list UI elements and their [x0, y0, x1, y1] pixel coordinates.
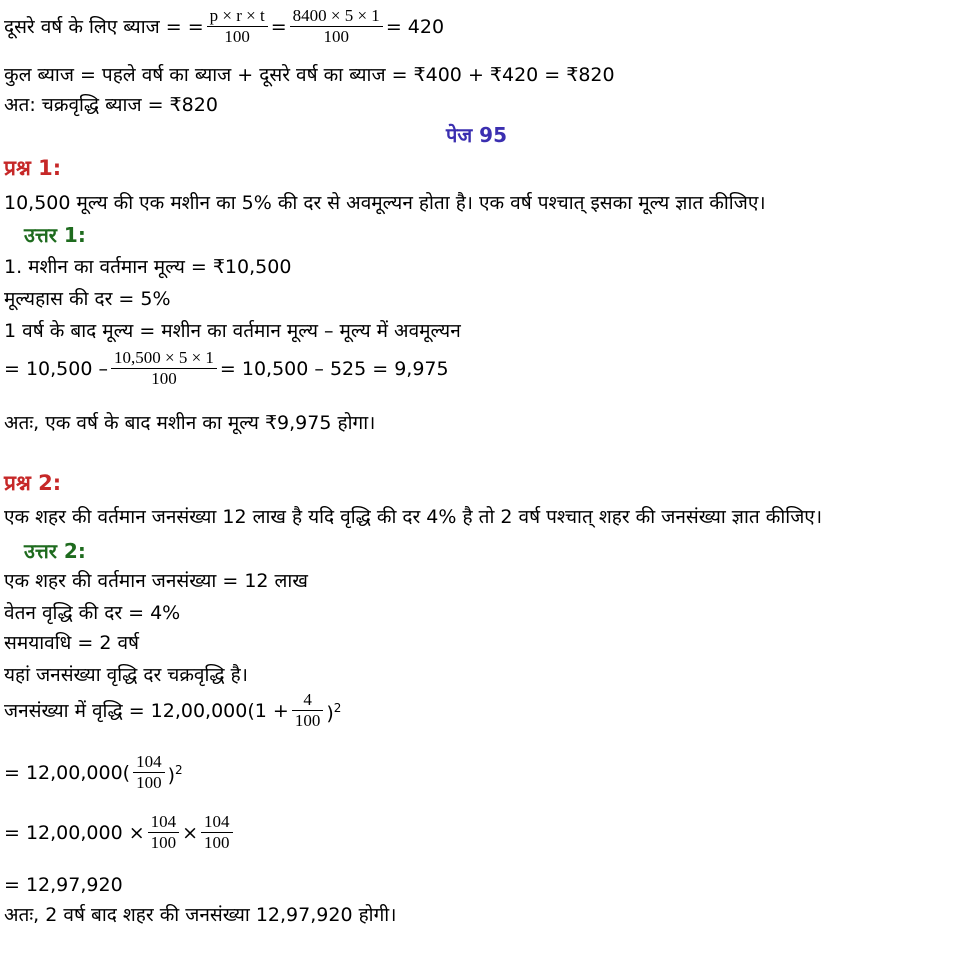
fraction-numerator: 104 [133, 752, 165, 773]
fraction-growth-first [148, 812, 180, 853]
fraction-growth-second [201, 812, 233, 853]
fraction-numerator: 4 [292, 690, 324, 711]
answer-2-conclusion: अतः, 2 वर्ष बाद शहर की जनसंख्या 12,97,920 होगी। [4, 904, 397, 926]
answer-2-heading: उत्तर 2: [24, 539, 86, 563]
answer-1-line: 1. मशीन का वर्तमान मूल्य = ₹10,500 [4, 256, 292, 278]
answer-1-calculation [4, 348, 449, 389]
fraction-numerator: 104 [201, 812, 233, 833]
intro-compound-interest: अत: चक्रवृद्धि ब्याज = ₹820 [4, 94, 218, 116]
answer-2-result: = 12,97,920 [4, 874, 123, 896]
fraction-denominator: 100 [151, 369, 177, 388]
fraction-rate [292, 690, 324, 731]
exponent: 2 [175, 762, 183, 777]
fraction-numerator: 10,500 × 5 × 1 [111, 348, 217, 369]
exponent: 2 [333, 700, 342, 715]
question-1-heading: प्रश्न 1: [4, 156, 62, 180]
equals-sign: = [270, 15, 287, 38]
formula-prefix: जनसंख्या में वृद्धि = 12,00,000(1 + [4, 699, 289, 722]
step-prefix: = 12,00,000( [4, 761, 131, 784]
page-heading: पेज 95 [446, 123, 507, 147]
fraction-depreciation [111, 348, 217, 389]
intro-total-interest: कुल ब्याज = पहले वर्ष का ब्याज + दूसरे वर्ष का ब्याज = ₹400 + ₹420 = ₹820 [4, 64, 615, 86]
fraction-numerator: 104 [148, 812, 180, 833]
fraction-numerator: 8400 × 5 × 1 [290, 6, 383, 27]
fraction-denominator: 100 [150, 833, 177, 852]
question-2-text: एक शहर की वर्तमान जनसंख्या 12 लाख है यदि वृद्धि की दर 4% है तो 2 वर्ष पश्चात् शहर की जनसंख्या ज्ञात कीजिए। [4, 506, 823, 528]
fraction-numerator: p × r × t [207, 6, 268, 27]
calc-suffix: = 10,500 – 525 = 9,975 [219, 357, 449, 380]
answer-2-step-3 [4, 812, 236, 853]
answer-2-formula [4, 690, 341, 731]
answer-1-line: मूल्यहास की दर = 5% [4, 288, 171, 310]
answer-2-line: एक शहर की वर्तमान जनसंख्या = 12 लाख [4, 570, 308, 592]
fraction-values [290, 6, 383, 47]
answer-1-conclusion: अतः, एक वर्ष के बाद मशीन का मूल्य ₹9,975 होगा। [4, 412, 376, 434]
answer-2-line: समयावधि = 2 वर्ष [4, 632, 139, 654]
fraction-denominator: 100 [204, 833, 230, 852]
answer-2-line: वेतन वृद्धि की दर = 4% [4, 602, 181, 624]
answer-1-heading: उत्तर 1: [24, 223, 86, 247]
fraction-denominator: 100 [136, 773, 162, 792]
fraction-prt [207, 6, 268, 47]
formula-close: )$^2$ [326, 700, 342, 725]
times-sign: × [182, 821, 199, 844]
question-2-heading: प्रश्न 2: [4, 471, 62, 495]
intro-interest-second-year [4, 6, 444, 47]
answer-1-line: 1 वर्ष के बाद मूल्य = मशीन का वर्तमान मूल्य – मूल्य में अवमूल्यन [4, 320, 461, 342]
question-1-text: 10,500 मूल्य की एक मशीन का 5% की दर से अवमूल्यन होता है। एक वर्ष पश्चात् इसका मूल्य ज्ञात कीजिए। [4, 192, 766, 214]
fraction-denominator: 100 [224, 27, 250, 46]
calc-prefix: = 10,500 – [4, 357, 108, 380]
intro-line1-result: = 420 [385, 15, 445, 38]
fraction-denominator: 100 [294, 711, 321, 730]
intro-line1-prefix: दूसरे वर्ष के लिए ब्याज = = [4, 15, 204, 38]
step-prefix: = 12,00,000 × [4, 821, 145, 844]
answer-2-step-2 [4, 752, 183, 793]
fraction-growth [133, 752, 165, 793]
step-close: )$^2$ [167, 762, 183, 787]
fraction-denominator: 100 [323, 27, 349, 46]
answer-2-line: यहां जनसंख्या वृद्धि दर चक्रवृद्धि है। [4, 664, 248, 686]
